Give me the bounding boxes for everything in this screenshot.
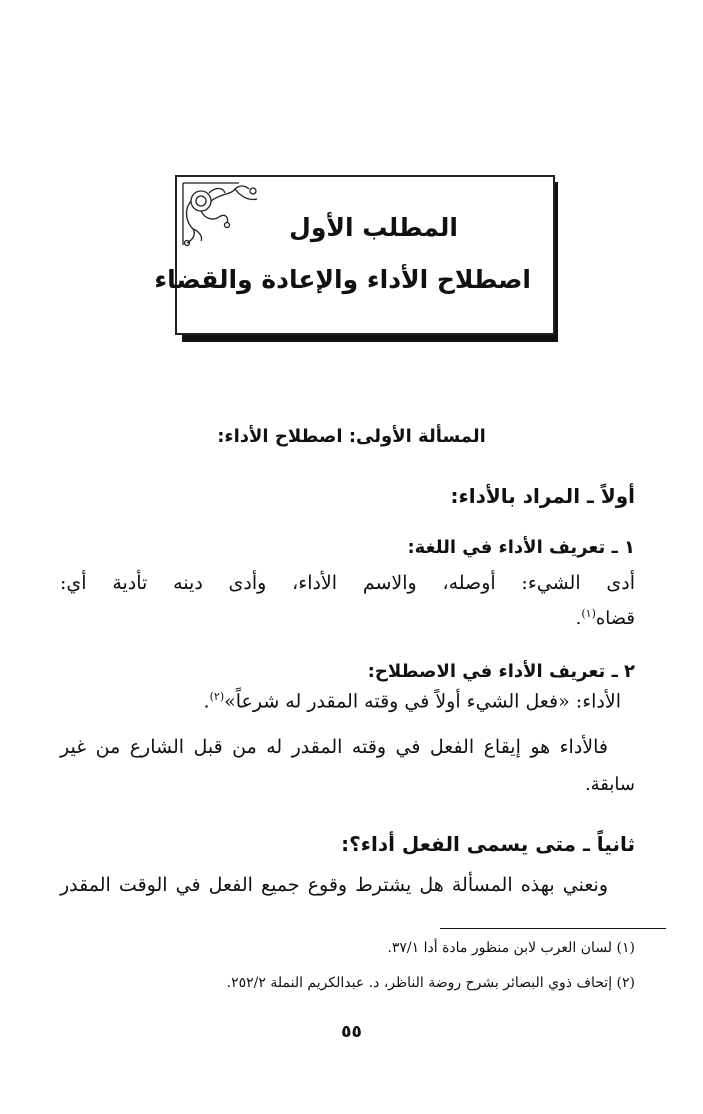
footnote-ref-1[interactable]: (١) — [581, 607, 596, 620]
sentence-end: . — [203, 690, 210, 713]
technical-definition-heading: ٢ ـ تعريف الأداء في الاصطلاح: — [367, 661, 635, 682]
part2-heading: ثانياً ـ متى يسمى الفعل أداء؟: — [341, 832, 635, 856]
header-box — [154, 175, 555, 335]
linguistic-definition-word: قضاه — [595, 608, 635, 629]
issue-heading: المسألة الأولى: اصطلاح الأداء: — [217, 426, 486, 447]
explanation-line2: سابقة. — [584, 774, 635, 795]
floral-ornament-icon — [179, 179, 269, 249]
footnote-2: (٢) إتحاف ذوي البصائر بشرح روضة الناظر، د. عبدالكريم النملة ٢٥٢/٢. — [226, 975, 635, 991]
section-title: المطلب الأول — [289, 213, 458, 242]
footnote-ref-2[interactable]: (٢) — [209, 690, 225, 703]
part1-heading: أولاً ـ المراد بالأداء: — [450, 484, 635, 508]
linguistic-definition-heading: ١ ـ تعريف الأداء في اللغة: — [407, 537, 635, 558]
footnote-1: (١) لسان العرب لابن منظور مادة أدا ٣٧/١. — [387, 940, 635, 956]
explanation-line1: فالأداء هو إيقاع الفعل في وقته المقدر له من قبل الشارع من غير — [60, 736, 608, 758]
footnote-divider — [440, 928, 666, 929]
linguistic-definition-line2 — [576, 607, 635, 629]
part2-paragraph-line1: ونعني بهذه المسألة هل يشترط وقوع جميع الفعل في الوقت المقدر — [60, 874, 608, 896]
linguistic-definition-line1: أدى الشيء: أوصله، والاسم الأداء، وأدى دينه تأدية أي: — [60, 572, 635, 594]
page-number: ٥٥ — [341, 1022, 362, 1042]
technical-definition — [204, 690, 621, 712]
section-subtitle: اصطلاح الأداء والإعادة والقضاء — [154, 265, 531, 294]
sentence-end: . — [575, 608, 582, 629]
technical-definition-text: الأداء: «فعل الشيء أولاً في وقته المقدر له شرعاً» — [224, 690, 621, 713]
